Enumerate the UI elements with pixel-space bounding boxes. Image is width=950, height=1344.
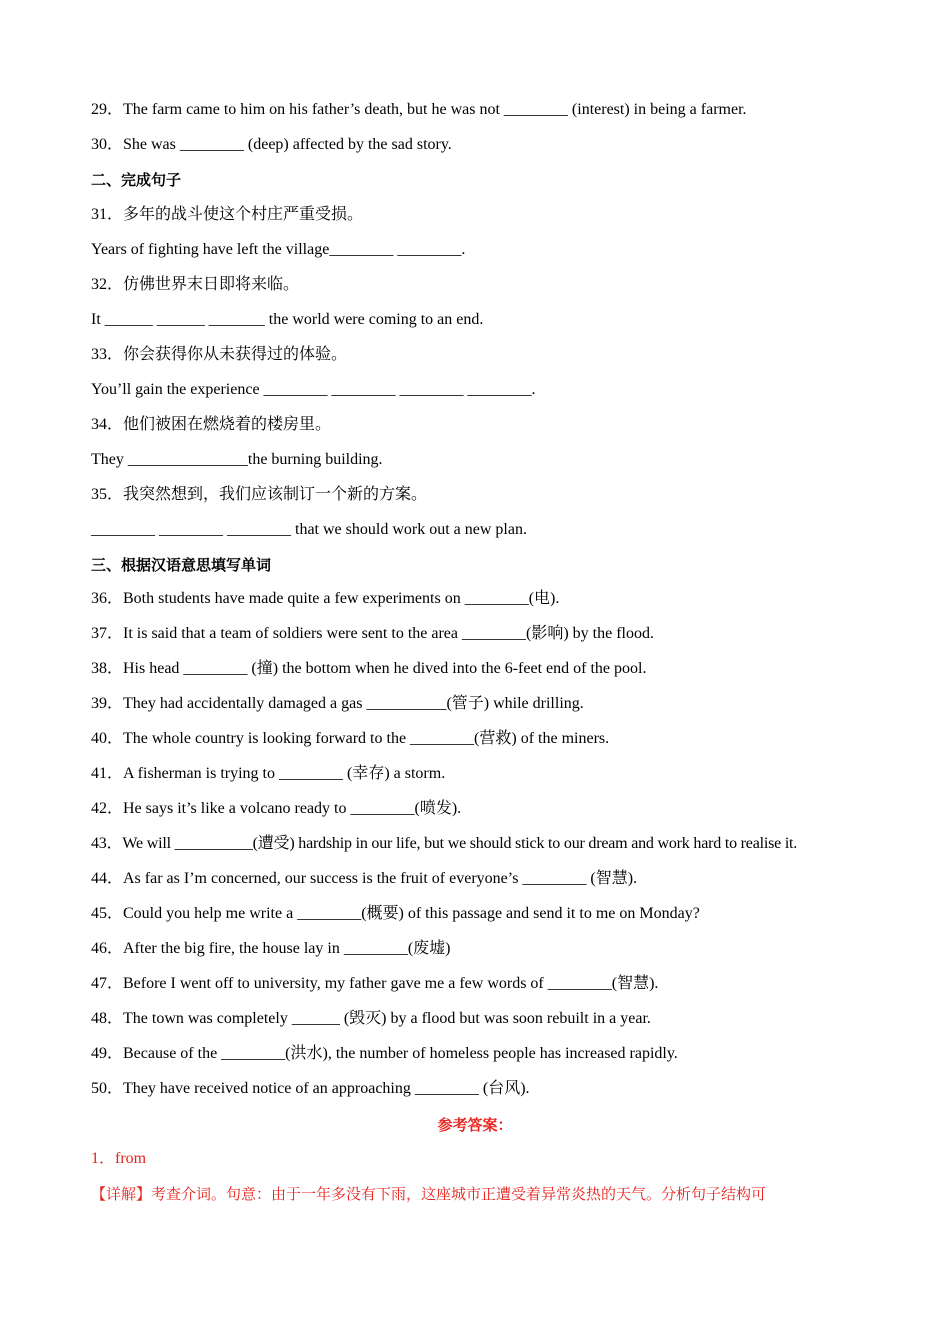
answers-title: 参考答案： (437, 1116, 513, 1134)
question-29: 29．The farm came to him on his father’s death, but he was not ________ (interest) in being a farmer. (91, 101, 747, 118)
section-heading-fill-words: 三、根据汉语意思填写单词 (91, 556, 272, 574)
question-32-chinese: 32．仿佛世界末日即将来临。 (91, 276, 300, 293)
question-42: 42．He says it’s like a volcano ready to ________(喷发). (91, 800, 462, 817)
question-50: 50．They have received notice of an approaching ________ (台风). (91, 1080, 530, 1097)
question-47: 47．Before I went off to university, my father gave me a few words of ________(智慧). (91, 975, 659, 992)
question-31-chinese: 31．多年的战斗使这个村庄严重受损。 (91, 206, 364, 223)
question-33-english: You’ll gain the experience ________ ________ ________ ________. (91, 381, 536, 398)
question-37: 37．It is said that a team of soldiers were sent to the area ________(影响) by the flood. (91, 625, 654, 642)
answer-1: 1．from (91, 1150, 147, 1167)
question-43: 43．We will __________(遭受) hardship in our life, but we should stick to our dream and work hard to realise it. (91, 835, 798, 852)
question-34-chinese: 34．他们被困在燃烧着的楼房里。 (91, 416, 332, 433)
question-46: 46．After the big fire, the house lay in ________(废墟) (91, 940, 451, 957)
question-40: 40．The whole country is looking forward to the ________(营救) of the miners. (91, 730, 610, 747)
question-35-chinese: 35．我突然想到，我们应该制订一个新的方案。 (91, 486, 428, 503)
question-44: 44．As far as I’m concerned, our success is the fruit of everyone’s ________ (智慧). (91, 870, 638, 887)
section-heading-complete-sentences: 二、完成句子 (91, 171, 182, 189)
question-49: 49．Because of the ________(洪水), the number of homeless people has increased rapidly. (91, 1045, 678, 1062)
question-39: 39．They had accidentally damaged a gas __________(管子) while drilling. (91, 695, 584, 712)
question-30: 30．She was ________ (deep) affected by the sad story. (91, 136, 452, 153)
answer-1-detail: 【详解】考查介词。句意：由于一年多没有下雨，这座城市正遭受着异常炎热的天气。分析句子结构可 (91, 1185, 767, 1203)
question-38: 38．His head ________ (撞) the bottom when he dived into the 6-feet end of the pool. (91, 660, 647, 677)
question-41: 41．A fisherman is trying to ________ (幸存) a storm. (91, 765, 446, 782)
question-35-english: ________ ________ ________ that we should work out a new plan. (91, 521, 527, 538)
question-33-chinese: 33．你会获得你从未获得过的体验。 (91, 346, 348, 363)
question-32-english: It ______ ______ _______ the world were coming to an end. (91, 311, 484, 328)
question-45: 45．Could you help me write a ________(概要) of this passage and send it to me on Monday? (91, 905, 700, 922)
question-36: 36．Both students have made quite a few experiments on ________(电). (91, 590, 560, 607)
question-34-english: They _______________the burning building. (91, 451, 383, 468)
question-31-english: Years of fighting have left the village________ ________. (91, 241, 466, 258)
question-48: 48．The town was completely ______ (毁灭) by a flood but was soon rebuilt in a year. (91, 1010, 651, 1027)
